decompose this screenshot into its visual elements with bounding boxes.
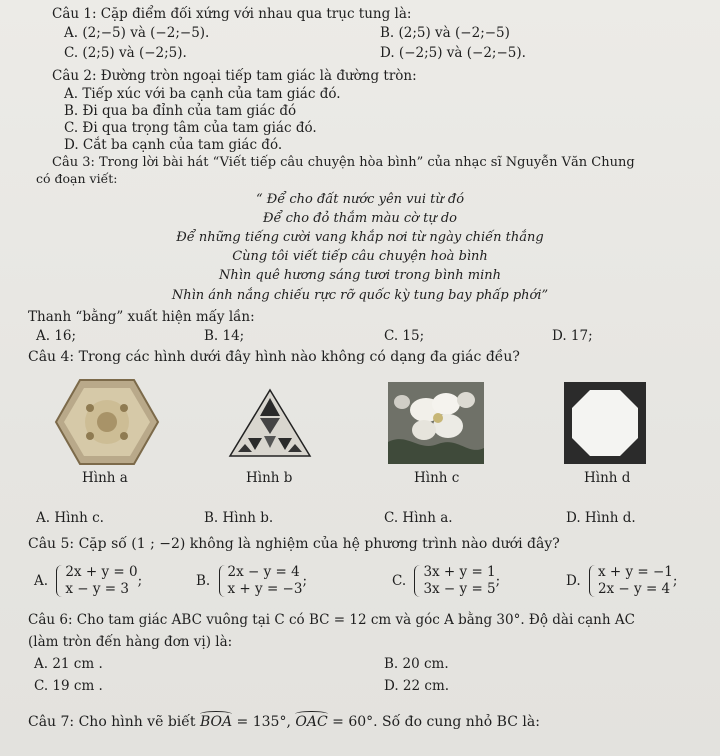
q4-option-b [204,510,273,526]
q3-option-d-text: D. 17; [552,328,593,344]
q5-title-text: Câu 5: Cặp số (1 ; −2) không là nghiệm của hệ phương trình nào dưới đây? [28,536,560,552]
q1-option-b [380,25,510,41]
figure-d-caption: Hình d [584,470,631,486]
q3-title-line2-text: có đoạn viết: [36,171,118,186]
q1-option-c-text: C. (2;5) và (−2;5). [64,45,187,61]
q1-option-c [64,45,187,61]
q3-option-b [204,328,244,344]
q5-option-b-system [219,564,303,598]
figure-b-triangle [228,388,312,458]
q2-option-c-text: C. Đi qua trọng tâm của tam giác đó. [64,120,317,136]
q6-title-text: Câu 6: Cho tam giác ABC vuông tại C có BC = 12 cm và góc A bằng 30°. Độ dài cạnh AC [28,612,635,628]
figure-c-flower-photo [388,382,484,464]
q4-option-a-text: A. Hình c. [36,510,104,526]
q3-poem-line-3: Để những tiếng cười vang khắp nơi từ ngày chiến thắng [176,230,544,245]
q6-option-c [34,678,103,694]
q5-d-equation-1: x + y = −1 [597,564,673,580]
q3-poem-line-5: Nhìn quê hương sáng tươi trong bình minh [219,268,501,283]
q1-option-a [64,25,209,41]
q6-title-line2 [28,634,232,650]
q5-option-a-label: A. [34,573,49,589]
q7-angle-oac: OAC [295,714,328,730]
q1-title [52,6,411,22]
q6-option-d [384,678,449,694]
q5-d-equation-2: 2x − y = 4 [597,581,671,597]
q5-option-d-system [589,564,673,598]
q2-option-a [64,86,341,102]
q6-option-b [384,656,449,672]
q5-c-equation-2: 3x − y = 5 [423,581,496,597]
q3-title-line2 [36,171,118,187]
q5-c-equation-1: 3x + y = 1 [423,564,496,580]
q5-option-b-label: B. [196,573,211,589]
q3-option-c [384,328,424,344]
q3-question-text: Thanh “bằng” xuất hiện mấy lần: [28,309,255,325]
figure-a-caption: Hình a [82,470,128,486]
q3-option-c-text: C. 15; [384,328,425,344]
figure-d-octagon [564,382,646,464]
figure-c-caption: Hình c [414,470,460,486]
q3-option-b-text: B. 14; [204,328,245,344]
q4-option-d-text: D. Hình d. [566,510,636,526]
q5-a-equation-2: x − y = 3 [65,581,129,597]
q2-title-text: Câu 2: Đường tròn ngoại tiếp tam giác là đường tròn: [52,68,417,84]
q1-option-a-text: A. (2;−5) và (−2;−5). [64,25,210,41]
q7-title [28,714,540,730]
q3-option-a [36,328,76,344]
q4-title [28,349,520,365]
q3-poem-line-6: Nhìn ánh nắng chiếu rực rỡ quốc kỳ tung bay phấp phới” [171,288,549,303]
q5-option-c: C. 3x + y = 1 3x − y = 5 ; [392,564,501,597]
q4-option-c-text: C. Hình a. [384,510,453,526]
q5-option-c-label: C. [392,573,407,589]
q1-option-d-text: D. (−2;5) và (−2;−5). [380,45,526,61]
q5-b-equation-1: 2x − y = 4 [227,564,300,580]
q5-option-a-system [56,564,137,598]
q2-option-d [64,137,282,153]
q6-option-d-text: D. 22 cm. [384,678,450,694]
q2-option-a-text: A. Tiếp xúc với ba cạnh của tam giác đó. [64,86,341,102]
q4-option-c [384,510,453,526]
q3-question [28,309,255,325]
q3-poem-line-4: Cùng tôi viết tiếp câu chuyện hoà bình [232,249,488,264]
q6-title [28,612,635,628]
q3-poem-line-1: “ Để cho đất nước yên vui từ đó [255,192,465,207]
q2-title [52,68,417,84]
q7-prefix: Câu 7: Cho hình vẽ biết [28,714,196,730]
q5-option-a: A. 2x + y = 0 x − y = 3 ; [34,564,143,597]
q6-option-a-text: A. 21 cm . [34,656,103,672]
q4-option-d [566,510,636,526]
q3-option-d [552,328,593,344]
q5-option-d-label: D. [566,573,581,589]
q4-title-text: Câu 4: Trong các hình dưới đây hình nào không có dạng đa giác đều? [28,349,520,365]
q1-title-text: Câu 1: Cặp điểm đối xứng với nhau qua trục tung là: [52,6,412,22]
q4-option-a [36,510,104,526]
q4-option-b-text: B. Hình b. [204,510,274,526]
q3-poem-line-2: Để cho đỏ thắm màu cờ tự do [262,211,458,226]
q5-b-equation-2: x + y = −3 [227,581,303,597]
q5-title [28,536,560,552]
q3-title-line1 [52,155,635,171]
q2-option-c [64,120,317,136]
q1-option-d [380,45,526,61]
q7-rest: = 60°. Số đo cung nhỏ BC là: [327,714,540,730]
figure-b-caption: Hình b [246,470,293,486]
q5-option-b: B. 2x − y = 4 x + y = −3 ; [196,564,308,597]
q7-angle-boa: BOA [199,714,233,730]
q6-option-b-text: B. 20 cm. [384,656,449,672]
q6-title-line2-text: (làm tròn đến hàng đơn vị) là: [28,634,233,650]
q6-option-a [34,656,103,672]
q2-option-b [64,103,296,119]
q5-option-c-system [414,564,495,598]
q6-option-c-text: C. 19 cm . [34,678,103,694]
q5-a-equation-1: 2x + y = 0 [65,564,138,580]
q7-angle-boa-value: = 135°, [232,714,296,730]
figure-a-hexagon [54,378,160,466]
q3-title-line1-text: Câu 3: Trong lời bài hát “Viết tiếp câu chuyện hòa bình” của nhạc sĩ Nguyễn Văn Chung [52,155,635,170]
q5-option-d: D. x + y = −1 2x − y = 4 ; [566,564,678,597]
q3-option-a-text: A. 16; [36,328,77,344]
q2-option-d-text: D. Cắt ba cạnh của tam giác đó. [64,137,283,153]
q1-option-b-text: B. (2;5) và (−2;−5) [380,25,510,41]
q2-option-b-text: B. Đi qua ba đỉnh của tam giác đó [64,103,297,119]
